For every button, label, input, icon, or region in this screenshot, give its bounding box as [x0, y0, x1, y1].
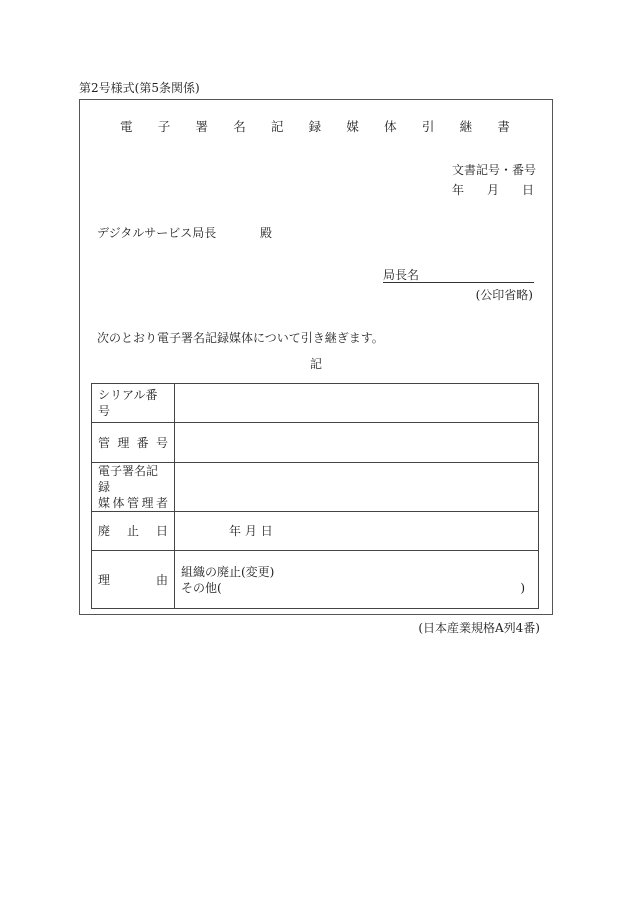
date-day: 日	[260, 524, 273, 538]
sender-line	[383, 268, 534, 283]
title-char: 子	[157, 119, 171, 134]
date-year: 年	[229, 524, 242, 538]
label-char: 者	[155, 496, 168, 510]
title-char: 引	[421, 119, 435, 134]
title-char: 書	[497, 119, 510, 134]
handover-table	[91, 383, 539, 609]
reason-value	[175, 551, 539, 609]
title-char: 電	[120, 119, 133, 134]
table-row	[92, 423, 539, 463]
label-char: 止	[126, 524, 139, 538]
label-char: 廃	[98, 524, 111, 538]
serial-value	[175, 384, 539, 423]
table-row	[92, 463, 539, 512]
date-day: 日	[521, 183, 534, 197]
date-year: 年	[452, 183, 465, 197]
label-char: 理	[98, 572, 111, 587]
table-row	[92, 551, 539, 609]
label-char: 管	[126, 496, 139, 510]
doc-number-label: 文書記号・番号	[452, 163, 537, 177]
reason-other-close: )	[520, 580, 525, 595]
label-char: 体	[112, 496, 125, 510]
label-char: 理	[117, 435, 130, 450]
reason-option-other	[181, 580, 525, 596]
label-char: 由	[155, 572, 168, 587]
date-month: 月	[244, 524, 257, 538]
label-char: 日	[155, 524, 168, 538]
label-char: 番	[136, 435, 149, 450]
manager-label	[92, 463, 175, 512]
honorific: 殿	[260, 226, 273, 240]
document-title	[120, 120, 510, 134]
reason-other-open: その他(	[181, 580, 222, 595]
table-row	[92, 384, 539, 423]
ki-heading: 記	[310, 357, 323, 371]
title-char: 体	[384, 119, 397, 134]
label-char: 媒	[98, 496, 111, 510]
mgmt-number-value	[175, 423, 539, 463]
title-char: 媒	[346, 119, 359, 134]
table-row	[92, 512, 539, 551]
reason-option-abolish: 組織の廃止(変更)	[181, 564, 275, 579]
abolish-date-label	[92, 512, 175, 551]
sender-label: 局長名	[383, 268, 420, 282]
issue-date	[452, 183, 534, 197]
manager-value	[175, 463, 539, 512]
serial-label: シリアル番号	[92, 384, 175, 423]
title-char: 署	[195, 119, 208, 134]
title-char: 記	[270, 119, 284, 134]
label-char: 号	[155, 435, 168, 450]
manager-label-line2	[98, 495, 168, 511]
label-char: 理	[141, 496, 154, 510]
form-header: 第2号様式(第5条関係)	[79, 81, 200, 95]
title-char: 名	[233, 119, 246, 134]
title-char: 録	[308, 119, 322, 134]
seal-note: (公印省略)	[475, 288, 533, 302]
title-char: 継	[459, 119, 473, 134]
paper-size-note: (日本産業規格A列4番)	[418, 621, 540, 635]
reason-label	[92, 551, 175, 609]
abolish-date-value	[175, 512, 539, 551]
body-text: 次のとおり電子署名記録媒体について引き継ぎます。	[97, 331, 384, 345]
label-char: 管	[98, 435, 111, 450]
mgmt-number-label	[92, 423, 175, 463]
date-month: 月	[486, 183, 499, 197]
manager-label-line1: 電子署名記録	[98, 464, 159, 494]
addressee: デジタルサービス局長	[97, 226, 217, 240]
